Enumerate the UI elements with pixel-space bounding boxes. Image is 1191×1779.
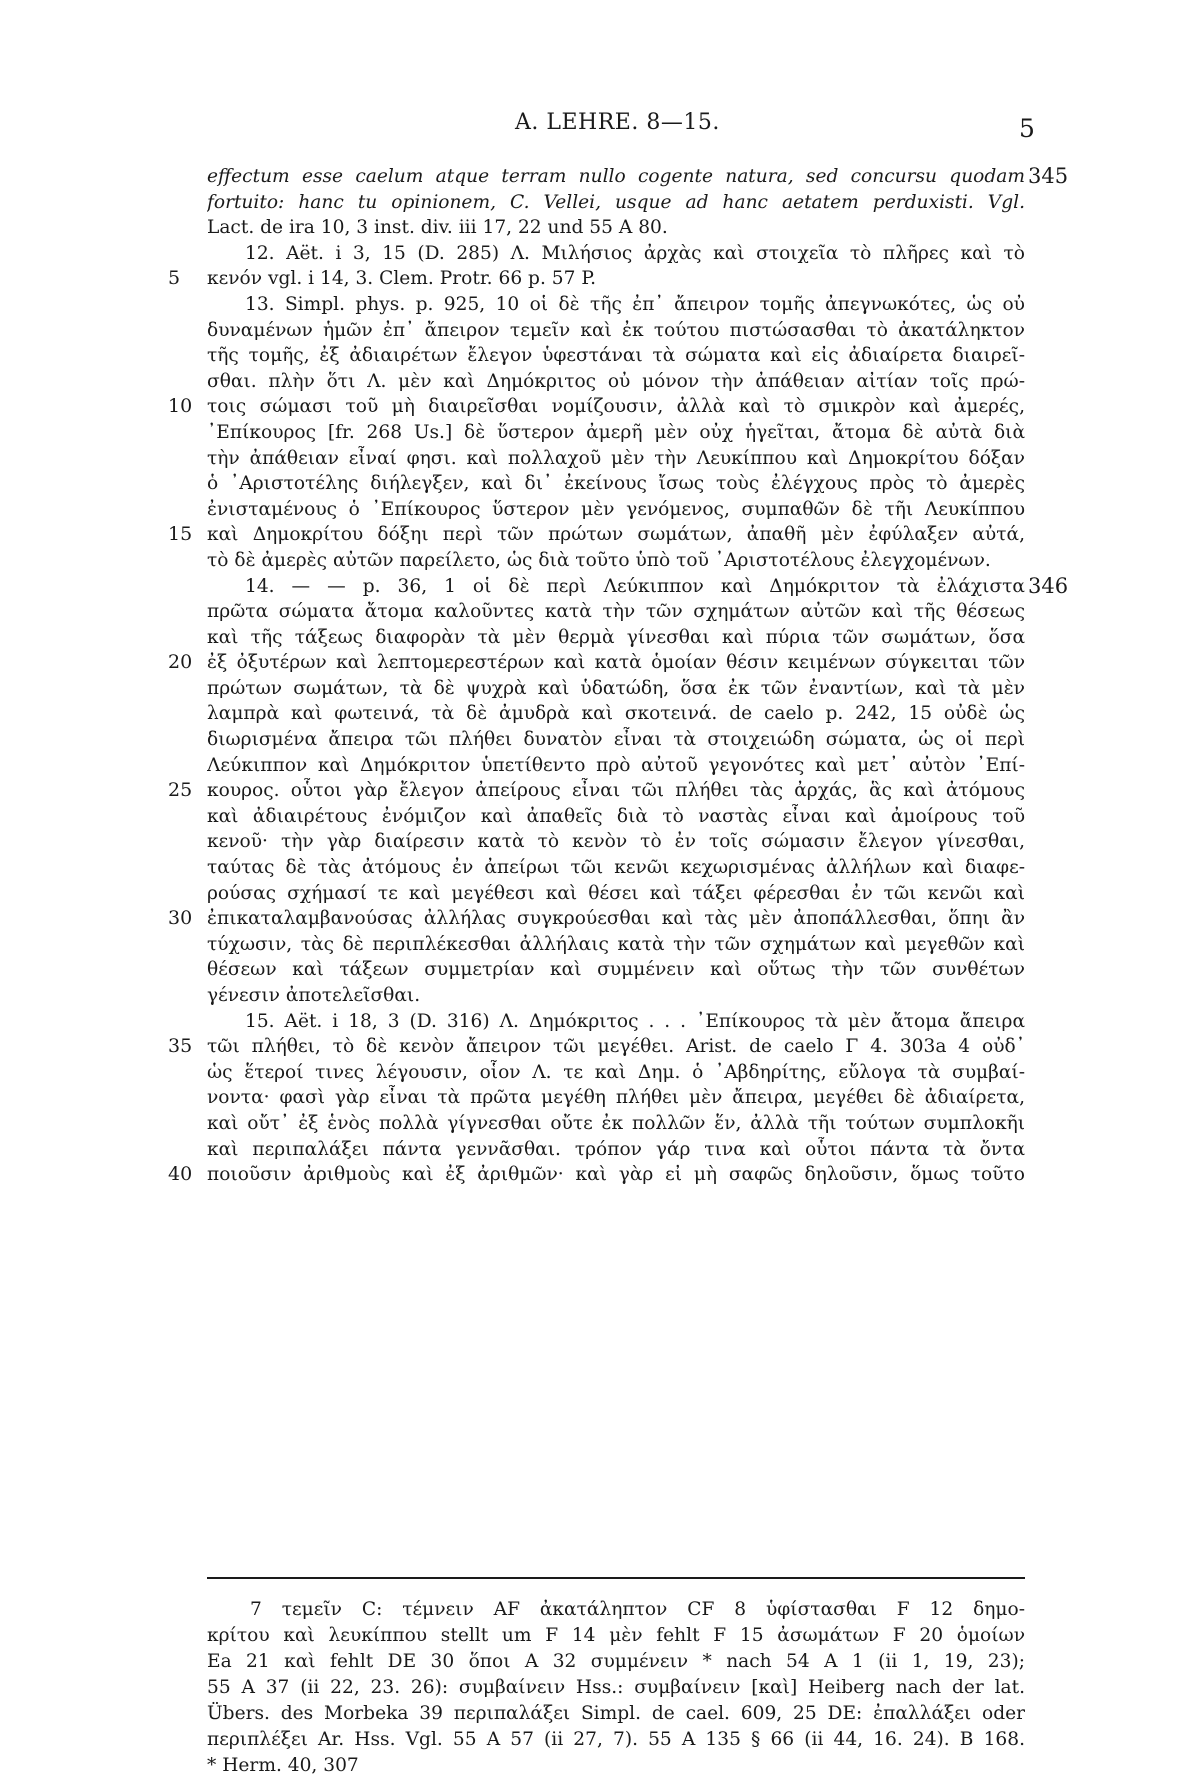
line-text: νοντα· φασὶ γὰρ εἶναι τὰ πρῶτα μεγέθη πλήθει μὲν ἄπειρα, μεγέθει δὲ ἀδιαίρετα, — [207, 1087, 1025, 1109]
line-number: 35 — [168, 1035, 193, 1058]
running-head: A. LEHRE. 8—15. — [515, 110, 720, 135]
line-number: 20 — [168, 651, 193, 674]
line-text: κενοῦ· τὴν γὰρ διαίρεσιν κατὰ τὸ κενὸν τὸ ἐν τοῖς σώμασιν ἔλεγον γίνεσθαι, — [207, 831, 1025, 853]
margin-reference: 345 — [1028, 164, 1069, 188]
note-line — [0, 1597, 1191, 1623]
line-text: τὴν ἀπάθειαν εἶναί φησι. καὶ πολλαχοῦ μὲν τὴν Λευκίππου καὶ Δημοκρίτου δόξαν — [207, 447, 1025, 469]
note-line — [0, 1675, 1191, 1701]
note-text: 7 τεμεῖν C: τέμνειν AF ἀκατάληπτον CF 8 ὑφίστασθαι F 12 δημο- — [250, 1599, 1025, 1620]
line-number: 5 — [168, 267, 181, 290]
main-text — [0, 164, 1191, 1188]
line-text: ὁ ᾽Αριστοτέλης διήλεγξεν, καὶ δι᾽ ἐκείνους ἴσως τοὺς ἐλέγχους πρὸς τὸ ἀμερὲς — [207, 473, 1025, 495]
line-text: ἐνισταμένους ὁ ᾽Επίκουρος ὕστερον μὲν γενόμενος, συμπαθῶν δὲ τῆι Λευκίππου — [207, 498, 1025, 520]
line-text: τῆς τομῆς, ἐξ ἀδιαιρέτων ἔλεγον ὑφεστάναι τὰ σώματα καὶ εἰς ἀδιαίρετα διαιρεῖ- — [207, 345, 1025, 367]
text-line — [0, 625, 1191, 651]
text-line — [0, 1034, 1191, 1060]
text-line — [0, 829, 1191, 855]
line-text: 15. Aët. i 18, 3 (D. 316) Λ. Δημόκριτος . . . ᾽Επίκουρος τὰ μὲν ἄτομα ἄπειρα — [245, 1010, 1025, 1032]
note-text: Übers. des Morbeka 39 περιπαλάξει Simpl. de cael. 609, 25 DE: ἐπαλλάξει oder — [207, 1703, 1025, 1724]
line-text: τὸ δὲ ἀμερὲς αὐτῶν παρείλετο, ὡς διὰ τοῦτο ὑπὸ τοῦ ᾽Αριστοτέλους ἐλεγχομένων. — [207, 549, 991, 571]
line-number: 15 — [168, 523, 193, 546]
text-line — [0, 1009, 1191, 1035]
text-line — [0, 957, 1191, 983]
line-number: 30 — [168, 907, 193, 930]
text-line — [0, 164, 1191, 190]
line-text: θέσεων καὶ τάξεων συμμετρίαν καὶ συμμένειν καὶ οὕτως τὴν τῶν συνθέτων — [207, 959, 1025, 981]
line-text: ποιοῦσιν ἀριθμοὺς καὶ ἐξ ἀριθμῶν· καὶ γὰρ εἰ μὴ σαφῶς δηλοῦσιν, ὅμως τοῦτο — [207, 1164, 1025, 1186]
text-line — [0, 522, 1191, 548]
text-line — [0, 1111, 1191, 1137]
text-line — [0, 727, 1191, 753]
text-line — [0, 778, 1191, 804]
line-text: Λεύκιππον καὶ Δημόκριτον ὑπετίθεντο πρὸ αὐτοῦ γεγονότες καὶ μετ᾽ αὐτὸν ᾽Επί- — [207, 754, 1025, 776]
text-line — [0, 446, 1191, 472]
note-text: Ea 21 καὶ fehlt DE 30 ὅποι A 32 συμμένειν * nach 54 A 1 (ii 1, 19, 23); — [207, 1651, 1025, 1672]
line-text: διωρισμένα ἄπειρα τῶι πλήθει δυνατὸν εἶναι τὰ στοιχειώδη σώματα, ὡς οἱ περὶ — [207, 729, 1025, 751]
margin-reference: 346 — [1028, 573, 1069, 598]
note-text: 55 A 37 (ii 22, 23. 26): συμβαίνειν Hss.: συμβαίνειν [καὶ] Heiberg nach der lat. — [207, 1677, 1025, 1698]
line-text: καὶ τῆς τάξεως διαφορὰν τὰ μὲν θερμὰ γίνεσθαι καὶ πύρια τῶν σωμάτων, ὅσα — [207, 626, 1025, 648]
note-line — [0, 1701, 1191, 1727]
text-line — [0, 983, 1191, 1009]
text-line — [0, 574, 1191, 600]
text-line — [0, 471, 1191, 497]
line-text: 13. Simpl. phys. p. 925, 10 οἱ δὲ τῆς ἐπ᾽ ἄπειρον τομῆς ἀπεγνωκότες, ὡς οὐ — [245, 293, 1025, 315]
note-line — [0, 1649, 1191, 1675]
text-line — [0, 190, 1191, 216]
text-line — [0, 881, 1191, 907]
text-line — [0, 599, 1191, 625]
note-line — [0, 1623, 1191, 1649]
line-number: 10 — [168, 395, 193, 418]
line-text: καὶ ἀδιαιρέτους ἐνόμιζον καὶ ἀπαθεῖς διὰ τὸ ναστὰς εἶναι καὶ ἀμοίρους τοῦ — [207, 805, 1025, 827]
line-text: effectum esse caelum atque terram nullo cogente natura, sed concursu quodam — [207, 166, 1025, 187]
text-line — [0, 343, 1191, 369]
text-line — [0, 906, 1191, 932]
text-line — [0, 318, 1191, 344]
line-text: πρώτων σωμάτων, τὰ δὲ ψυχρὰ καὶ ὑδατώδη, ὅσα ἐκ τῶν ἐναντίων, καὶ τὰ μὲν — [207, 677, 1025, 699]
text-line — [0, 215, 1191, 241]
text-line — [0, 266, 1191, 292]
text-line — [0, 650, 1191, 676]
line-text: ᾽Επίκουρος [fr. 268 Us.] δὲ ὕστερον ἀμερῆ μὲν οὐχ ἡγεῖται, ἄτομα δὲ αὐτὰ διὰ — [207, 421, 1025, 443]
text-line — [0, 1137, 1191, 1163]
note-text: περιπλέξει Ar. Hss. Vgl. 55 A 57 (ii 27, 7). 55 A 135 § 66 (ii 44, 16. 24). B 168. — [207, 1729, 1025, 1750]
note-text: * Herm. 40, 307 — [207, 1755, 359, 1776]
line-text: τοις σώμασι τοῦ μὴ διαιρεῖσθαι νομίζουσιν, ἀλλὰ καὶ τὸ σμικρὸν καὶ ἀμερές, — [207, 396, 1025, 418]
line-text: 14. — — p. 36, 1 οἱ δὲ περὶ Λεύκιππον καὶ Δημόκριτον τὰ ἐλάχιστα — [245, 575, 1025, 597]
note-line — [0, 1727, 1191, 1753]
line-text: τύχωσιν, τὰς δὲ περιπλέκεσθαι ἀλλήλαις κατὰ τὴν τῶν σχημάτων καὶ μεγεθῶν καὶ — [207, 933, 1025, 955]
note-line — [0, 1753, 1191, 1779]
text-line — [0, 394, 1191, 420]
line-text: πρῶτα σώματα ἄτομα καλοῦντες κατὰ τὴν τῶν σχημάτων αὐτῶν καὶ τῆς θέσεως — [207, 601, 1025, 623]
text-line — [0, 497, 1191, 523]
line-text: Lact. de ira 10, 3 inst. div. iii 17, 22 und 55 A 80. — [207, 217, 668, 239]
critical-apparatus — [0, 1597, 1191, 1779]
text-line — [0, 753, 1191, 779]
text-line — [0, 804, 1191, 830]
line-text: λαμπρὰ καὶ φωτεινά, τὰ δὲ ἀμυδρὰ καὶ σκοτεινά. de caelo p. 242, 15 οὐδὲ ὡς — [207, 703, 1025, 725]
line-text: δυναμένων ἡμῶν ἐπ᾽ ἄπειρον τεμεῖν καὶ ἐκ τούτου πιστώσασθαι τὸ ἀκατάληκτον — [207, 319, 1025, 341]
line-text: ἐξ ὀξυτέρων καὶ λεπτομερεστέρων καὶ κατὰ ὁμοίαν θέσιν κειμένων σύγκειται τῶν — [207, 652, 1025, 674]
line-text: ἐπικαταλαμβανούσας ἀλλήλας συγκρούεσθαι καὶ τὰς μὲν ἀποπάλλεσθαι, ὅπηι ἂν — [207, 908, 1025, 930]
footnote-rule — [207, 1577, 1025, 1579]
text-line — [0, 548, 1191, 574]
line-number: 25 — [168, 779, 193, 802]
line-text: κενόν vgl. i 14, 3. Clem. Protr. 66 p. 57 P. — [207, 268, 597, 290]
line-number: 40 — [168, 1163, 193, 1186]
text-line — [0, 855, 1191, 881]
note-text: κρίτου καὶ λευκίππου stellt um F 14 μὲν fehlt F 15 ἀσωμάτων F 20 ὁμοίων — [207, 1625, 1025, 1646]
line-text: fortuito: hanc tu opinionem, C. Vellei, usque ad hanc aetatem perduxisti. Vgl. — [207, 191, 1025, 213]
text-line — [0, 420, 1191, 446]
line-text: καὶ οὔτ᾽ ἐξ ἑνὸς πολλὰ γίγνεσθαι οὔτε ἐκ πολλῶν ἕν, ἀλλὰ τῆι τούτων συμπλοκῆι — [207, 1112, 1025, 1134]
line-text: κουρος. οὗτοι γὰρ ἔλεγον ἀπείρους εἶναι τῶι πλήθει τὰς ἀρχάς, ἃς καὶ ἀτόμους — [207, 780, 1025, 802]
text-line — [0, 701, 1191, 727]
line-text: σθαι. πλὴν ὅτι Λ. μὲν καὶ Δημόκριτος οὐ μόνον τὴν ἀπάθειαν αἰτίαν τοῖς πρώ- — [207, 370, 1025, 392]
line-text: καὶ Δημοκρίτου δόξηι περὶ τῶν πρώτων σωμάτων, ἀπαθῆ μὲν ἐφύλαξεν αὐτά, — [207, 524, 1025, 546]
line-text: τῶι πλήθει, τὸ δὲ κενὸν ἄπειρον τῶι μεγέθει. Arist. de caelo Γ 4. 303a 4 οὐδ᾽ — [207, 1036, 1025, 1058]
line-text: ταύτας δὲ τὰς ἀτόμους ἐν ἀπείρωι τῶι κενῶι κεχωρισμένας ἀλλήλων καὶ διαφε- — [207, 857, 1025, 879]
text-line — [0, 292, 1191, 318]
line-text: γένεσιν ἀποτελεῖσθαι. — [207, 985, 421, 1006]
line-text: 12. Aët. i 3, 15 (D. 285) Λ. Μιλήσιος ἀρχὰς καὶ στοιχεῖα τὸ πλῆρες καὶ τὸ — [245, 242, 1025, 264]
text-line — [0, 1060, 1191, 1086]
text-line — [0, 932, 1191, 958]
page-number: 5 — [1019, 114, 1036, 143]
line-text: ρούσας σχήμασί τε καὶ μεγέθεσι καὶ θέσει καὶ τάξει φέρεσθαι ἐν τῶι κενῶι καὶ — [207, 882, 1025, 904]
text-line — [0, 241, 1191, 267]
text-line — [0, 1162, 1191, 1188]
text-line — [0, 676, 1191, 702]
line-text: καὶ περιπαλάξει πάντα γεννᾶσθαι. τρόπον γάρ τινα καὶ οὗτοι πάντα τὰ ὄντα — [207, 1138, 1025, 1160]
text-line — [0, 1085, 1191, 1111]
text-line — [0, 369, 1191, 395]
line-text: ὡς ἕτεροί τινες λέγουσιν, οἷον Λ. τε καὶ Δημ. ὁ ᾽Αβδηρίτης, εὔλογα τὰ συμβαί- — [207, 1061, 1025, 1083]
